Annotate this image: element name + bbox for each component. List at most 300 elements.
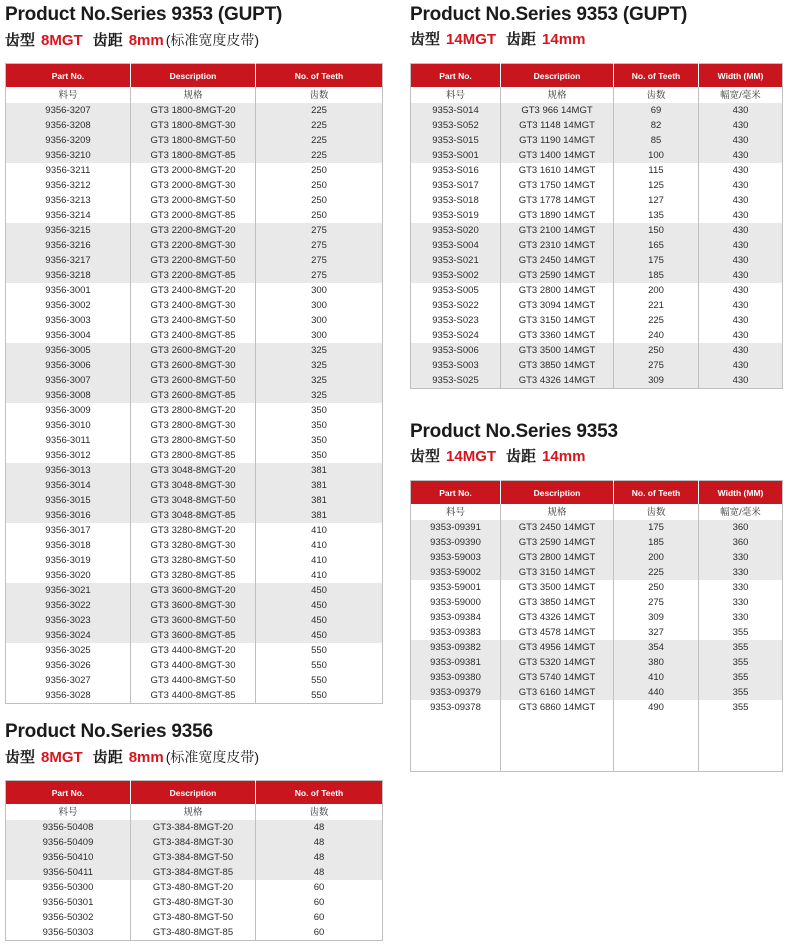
table-cell: 350 xyxy=(256,403,383,418)
table-cell: 430 xyxy=(699,253,783,268)
table-cell: 275 xyxy=(256,238,383,253)
table-cell: GT3 5740 14MGT xyxy=(501,670,614,685)
table-row xyxy=(6,925,383,941)
table-cell: 410 xyxy=(256,523,383,538)
column-subheader: 齿数 xyxy=(614,504,699,520)
table-row xyxy=(6,433,383,448)
table-cell: 9356-3217 xyxy=(6,253,131,268)
table-row xyxy=(6,373,383,388)
table-cell: 9356-3211 xyxy=(45,165,91,176)
table-row xyxy=(411,283,783,298)
table-cell: 9356-3212 xyxy=(45,180,91,191)
column-header: Description xyxy=(131,64,256,88)
table-cell: 9353-09381 xyxy=(411,655,501,670)
table-row xyxy=(411,313,783,328)
table-cell: GT3 2200-8MGT-50 xyxy=(131,253,256,268)
table-cell: 9356-3209 xyxy=(6,133,131,148)
table-cell: GT3 3048-8MGT-20 xyxy=(131,463,256,478)
table-row xyxy=(6,448,383,463)
table-cell: GT3 1800-8MGT-30 xyxy=(131,118,256,133)
column-subheader: 规格 xyxy=(131,804,256,820)
table-row xyxy=(6,658,383,673)
table-cell: 9353-S025 xyxy=(411,373,501,389)
column-subheader: 规格 xyxy=(131,87,256,103)
table-cell: 9356-3004 xyxy=(45,330,91,341)
profile-label: 齿型 xyxy=(5,32,36,49)
table-row xyxy=(411,298,783,313)
table-row xyxy=(411,238,783,253)
table-cell: 330 xyxy=(699,565,783,580)
width-note: (标准宽度皮带) xyxy=(165,749,260,765)
table-cell: GT3 2000-8MGT-20 xyxy=(131,163,256,178)
table-cell: 9353-S006 xyxy=(411,343,501,358)
table-cell: 48 xyxy=(256,835,383,850)
table-cell: 9356-3014 xyxy=(6,478,131,493)
table-cell: 135 xyxy=(614,208,699,223)
table-row xyxy=(6,133,383,148)
table-cell: GT3 4400-8MGT-30 xyxy=(131,658,256,673)
table-cell: 9353-59001 xyxy=(430,582,481,593)
table-cell: 430 xyxy=(699,208,783,223)
table-cell: GT3 2200-8MGT-30 xyxy=(131,238,256,253)
table-row xyxy=(6,328,383,343)
column-subheader: 幅宽/毫米 xyxy=(699,87,783,103)
table-cell: 225 xyxy=(256,103,383,118)
table-cell: GT3 2000-8MGT-85 xyxy=(131,208,256,223)
table-cell: GT3 2600-8MGT-85 xyxy=(131,388,256,403)
table-cell: 225 xyxy=(256,148,383,163)
table-cell: 150 xyxy=(614,223,699,238)
table-cell: GT3 3048-8MGT-30 xyxy=(131,478,256,493)
table-cell: 185 xyxy=(614,268,699,283)
table-cell: 100 xyxy=(614,148,699,163)
column-header: Part No. xyxy=(6,781,131,805)
table-cell: 330 xyxy=(699,595,783,610)
table-row xyxy=(6,508,383,523)
table-cell: 9356-3011 xyxy=(45,435,91,446)
section-series-9353-gupt-8mgt xyxy=(5,4,382,701)
table-row xyxy=(6,850,383,865)
table-cell: 355 xyxy=(699,625,783,640)
section-subtitle xyxy=(5,747,382,768)
table-cell: 9356-3019 xyxy=(45,555,91,566)
table-cell: GT3 4400-8MGT-50 xyxy=(131,673,256,688)
table-cell: GT3-480-8MGT-20 xyxy=(131,880,256,895)
table-cell: 490 xyxy=(614,700,699,715)
table-cell: GT3 4400-8MGT-85 xyxy=(131,688,256,704)
column-subheader: 料号 xyxy=(58,89,78,101)
table-cell: 225 xyxy=(256,133,383,148)
table-cell: 410 xyxy=(256,553,383,568)
pitch-label: 齿距 xyxy=(506,31,537,48)
table-cell: 9353-09384 xyxy=(430,612,481,623)
table-cell: 250 xyxy=(614,343,699,358)
table-row xyxy=(411,550,783,565)
table-cell: GT3 2800-8MGT-85 xyxy=(131,448,256,463)
table-row xyxy=(411,223,783,238)
column-header: Description xyxy=(501,64,614,88)
table-cell: 48 xyxy=(256,850,383,865)
section-series-9356-8mgt xyxy=(5,721,382,938)
table-cell: 175 xyxy=(614,253,699,268)
table-row xyxy=(6,178,383,193)
table-cell: 300 xyxy=(256,313,383,328)
column-header: No. of Teeth xyxy=(256,64,383,88)
table-cell: 175 xyxy=(614,520,699,535)
section-subtitle xyxy=(410,30,782,50)
table-cell: 325 xyxy=(256,343,383,358)
table-cell: 430 xyxy=(699,343,783,358)
table-cell: 9356-3007 xyxy=(6,373,131,388)
table-row xyxy=(6,910,383,925)
table-cell: GT3 1800-8MGT-20 xyxy=(131,103,256,118)
table-cell: 9356-3024 xyxy=(6,628,131,643)
table-cell: 9356-3025 xyxy=(45,645,91,656)
table-cell: 9356-3023 xyxy=(6,613,131,628)
table-cell: 9353-09391 xyxy=(411,520,501,535)
table-cell: 115 xyxy=(614,163,699,178)
table-cell: GT3 2310 14MGT xyxy=(501,238,614,253)
table-cell: 275 xyxy=(614,358,699,373)
table-cell: GT3 1190 14MGT xyxy=(501,133,614,148)
table-cell: 430 xyxy=(699,163,783,178)
table-cell: 381 xyxy=(256,508,383,523)
table-cell: 9356-3013 xyxy=(6,463,131,478)
table-cell: GT3-384-8MGT-85 xyxy=(131,865,256,880)
table-cell: 9356-3006 xyxy=(6,358,131,373)
table-cell: 550 xyxy=(256,643,383,658)
table-cell: 430 xyxy=(699,328,783,343)
table-cell: 300 xyxy=(256,283,383,298)
table-row xyxy=(6,238,383,253)
table-row xyxy=(6,493,383,508)
table-cell: 355 xyxy=(699,655,783,670)
table-cell: GT3 2600-8MGT-30 xyxy=(131,358,256,373)
table-cell: GT3 3048-8MGT-50 xyxy=(131,493,256,508)
profile-label: 齿型 xyxy=(5,749,36,766)
section-title: Product No.Series 9353 (GUPT) xyxy=(5,4,283,25)
column-header: No. of Teeth xyxy=(256,781,383,805)
table-cell: 350 xyxy=(256,418,383,433)
table-cell: 430 xyxy=(699,313,783,328)
table-cell: 410 xyxy=(256,568,383,583)
table-cell: 9356-50410 xyxy=(6,850,131,865)
table-cell: 430 xyxy=(699,178,783,193)
table-row xyxy=(6,223,383,238)
table-cell: GT3 3360 14MGT xyxy=(501,328,614,343)
column-subheader: 料号 xyxy=(445,506,465,518)
table-cell: 355 xyxy=(699,670,783,685)
table-row xyxy=(6,598,383,613)
table-row xyxy=(411,535,783,550)
table-row xyxy=(411,655,783,670)
table-row xyxy=(411,685,783,700)
table-cell: 9353-S017 xyxy=(432,180,479,191)
table-row xyxy=(6,538,383,553)
profile-value: 8MGT xyxy=(41,32,83,49)
table-row xyxy=(411,640,783,655)
table-cell: GT3 1750 14MGT xyxy=(501,178,614,193)
table-header-row xyxy=(6,64,383,88)
table-row xyxy=(6,418,383,433)
table-cell: 355 xyxy=(699,685,783,700)
table-cell: GT3 2800 14MGT xyxy=(501,550,614,565)
table-cell: 275 xyxy=(256,223,383,238)
table-row xyxy=(411,520,783,535)
table-cell: 9353-S023 xyxy=(432,315,479,326)
column-header: Part No. xyxy=(411,64,501,88)
table-cell: 9356-3002 xyxy=(45,300,91,311)
table-cell: 325 xyxy=(256,358,383,373)
table-cell: 250 xyxy=(256,208,383,223)
table-row xyxy=(411,208,783,223)
table-cell: GT3 6160 14MGT xyxy=(501,685,614,700)
table-cell: GT3-384-8MGT-30 xyxy=(131,835,256,850)
table-cell: GT3 2400-8MGT-50 xyxy=(131,313,256,328)
parts-table xyxy=(410,63,783,389)
table-cell: GT3 3500 14MGT xyxy=(501,580,614,595)
table-row xyxy=(411,358,783,373)
table-cell: 327 xyxy=(614,625,699,640)
table-cell: 60 xyxy=(256,925,383,941)
table-row xyxy=(6,820,383,835)
table-cell: 240 xyxy=(614,328,699,343)
table-cell: 9356-3213 xyxy=(45,195,91,206)
table-cell: 410 xyxy=(614,670,699,685)
table-row xyxy=(6,313,383,328)
table-cell: GT3 3280-8MGT-50 xyxy=(131,553,256,568)
table-cell: 9356-3018 xyxy=(45,540,91,551)
table-cell: 450 xyxy=(256,598,383,613)
table-cell: 85 xyxy=(614,133,699,148)
table-cell: 300 xyxy=(256,298,383,313)
section-subtitle xyxy=(5,30,382,51)
table-cell: 355 xyxy=(699,700,783,715)
table-cell: 9353-S015 xyxy=(411,133,501,148)
table-cell: 350 xyxy=(256,448,383,463)
table-cell: 430 xyxy=(699,358,783,373)
table-row xyxy=(6,343,383,358)
table-cell: GT3 3600-8MGT-85 xyxy=(131,628,256,643)
table-cell: GT3 2400-8MGT-85 xyxy=(131,328,256,343)
table-row xyxy=(411,118,783,133)
table-cell: 125 xyxy=(614,178,699,193)
column-subheader: 规格 xyxy=(501,87,614,103)
table-cell: GT3 1800-8MGT-50 xyxy=(131,133,256,148)
table-cell: 9356-50300 xyxy=(42,882,94,893)
table-row xyxy=(6,148,383,163)
table-cell: 9356-3022 xyxy=(6,598,131,613)
table-cell: 300 xyxy=(256,328,383,343)
table-cell: 9353-S001 xyxy=(411,148,501,163)
table-cell: 9353-S021 xyxy=(411,253,501,268)
table-row xyxy=(411,373,783,389)
table-cell: 9356-3215 xyxy=(6,223,131,238)
table-cell-empty xyxy=(501,715,614,772)
table-cell: 225 xyxy=(614,565,699,580)
table-cell: 9353-S022 xyxy=(432,300,479,311)
table-cell-empty xyxy=(699,715,783,772)
table-cell: 430 xyxy=(699,298,783,313)
table-empty-row xyxy=(411,715,783,772)
table-row xyxy=(6,403,383,418)
table-cell: 275 xyxy=(256,253,383,268)
table-cell: 350 xyxy=(256,433,383,448)
table-cell: 9356-3208 xyxy=(6,118,131,133)
table-cell: 9353-S020 xyxy=(411,223,501,238)
table-row xyxy=(6,193,383,208)
table-row xyxy=(411,625,783,640)
table-cell: 430 xyxy=(699,148,783,163)
table-row xyxy=(6,613,383,628)
table-row xyxy=(6,478,383,493)
table-cell: 9356-50302 xyxy=(42,912,94,923)
table-cell: GT3 2400-8MGT-30 xyxy=(131,298,256,313)
table-cell: GT3 4400-8MGT-20 xyxy=(131,643,256,658)
table-cell: GT3 2400-8MGT-20 xyxy=(131,283,256,298)
table-cell: 9353-S003 xyxy=(411,358,501,373)
table-cell: GT3 1148 14MGT xyxy=(501,118,614,133)
table-cell: 9353-S016 xyxy=(432,165,479,176)
table-row xyxy=(411,595,783,610)
table-cell: GT3-384-8MGT-50 xyxy=(131,850,256,865)
table-cell: GT3 2800-8MGT-20 xyxy=(131,403,256,418)
table-cell: 9356-3021 xyxy=(6,583,131,598)
table-cell: GT3 2450 14MGT xyxy=(501,253,614,268)
table-cell: 250 xyxy=(256,178,383,193)
column-header: Part No. xyxy=(6,64,131,88)
table-row xyxy=(6,523,383,538)
table-cell: 221 xyxy=(614,298,699,313)
table-cell: 9353-S004 xyxy=(411,238,501,253)
table-cell: 9356-50301 xyxy=(42,897,94,908)
table-cell: 9353-59002 xyxy=(411,565,501,580)
table-header-row xyxy=(411,64,783,88)
table-row xyxy=(411,328,783,343)
table-cell: GT3 3150 14MGT xyxy=(501,565,614,580)
table-cell: 381 xyxy=(256,478,383,493)
table-cell: GT3 6860 14MGT xyxy=(501,700,614,715)
table-row xyxy=(6,208,383,223)
table-cell: GT3 2800 14MGT xyxy=(501,283,614,298)
column-header: No. of Teeth xyxy=(614,481,699,505)
table-row xyxy=(6,880,383,895)
table-cell: GT3 1610 14MGT xyxy=(501,163,614,178)
table-cell: GT3-480-8MGT-30 xyxy=(131,895,256,910)
table-cell: 9353-59000 xyxy=(430,597,481,608)
table-cell: 430 xyxy=(699,268,783,283)
table-header-row xyxy=(6,781,383,805)
column-subheader: 料号 xyxy=(445,89,465,101)
table-cell: 9356-3207 xyxy=(6,103,131,118)
table-cell: 325 xyxy=(256,388,383,403)
column-subheader: 幅宽/毫米 xyxy=(699,504,783,520)
profile-value: 8MGT xyxy=(41,749,83,766)
table-cell: GT3 3850 14MGT xyxy=(501,358,614,373)
table-cell: 9353-S019 xyxy=(432,210,479,221)
table-cell: 380 xyxy=(614,655,699,670)
table-cell: 9356-3026 xyxy=(45,660,91,671)
table-cell: GT3 966 14MGT xyxy=(501,103,614,118)
table-cell: GT3 2600-8MGT-50 xyxy=(131,373,256,388)
table-row xyxy=(411,268,783,283)
table-cell: 9356-3020 xyxy=(45,570,91,581)
table-cell: 325 xyxy=(256,373,383,388)
column-header: Width (MM) xyxy=(699,481,783,505)
table-cell: 275 xyxy=(614,595,699,610)
table-row xyxy=(6,643,383,658)
table-cell: GT3 4326 14MGT xyxy=(501,373,614,389)
table-row xyxy=(411,133,783,148)
table-row xyxy=(6,253,383,268)
section-title: Product No.Series 9353 xyxy=(410,421,618,442)
table-cell: 9353-09390 xyxy=(411,535,501,550)
table-cell: GT3 2590 14MGT xyxy=(501,268,614,283)
table-cell: 9356-3027 xyxy=(45,675,91,686)
pitch-label: 齿距 xyxy=(92,32,123,49)
pitch-value: 8mm xyxy=(128,749,164,766)
table-cell: GT3 2100 14MGT xyxy=(501,223,614,238)
table-row xyxy=(6,583,383,598)
section-series-9353-gupt-14mgt xyxy=(410,4,782,386)
pitch-value: 14mm xyxy=(542,448,586,465)
table-cell: 9356-3016 xyxy=(6,508,131,523)
table-row xyxy=(411,700,783,715)
pitch-value: 8mm xyxy=(128,32,164,49)
table-cell: GT3 3150 14MGT xyxy=(501,313,614,328)
table-row xyxy=(6,673,383,688)
pitch-value: 14mm xyxy=(542,31,586,48)
pitch-label: 齿距 xyxy=(506,448,537,465)
table-row xyxy=(6,835,383,850)
table-cell: 9356-50411 xyxy=(6,865,131,880)
table-row xyxy=(6,553,383,568)
table-cell: 9353-59003 xyxy=(411,550,501,565)
column-subheader: 料号 xyxy=(58,806,78,818)
table-row xyxy=(411,193,783,208)
table-cell: 9353-S024 xyxy=(432,330,479,341)
table-cell: 355 xyxy=(699,640,783,655)
table-cell: GT3 2200-8MGT-85 xyxy=(131,268,256,283)
column-subheader: 齿数 xyxy=(614,87,699,103)
table-cell: 430 xyxy=(699,223,783,238)
table-cell: 9356-50409 xyxy=(6,835,131,850)
table-cell: 450 xyxy=(256,628,383,643)
table-cell: 309 xyxy=(614,610,699,625)
table-cell: 250 xyxy=(256,193,383,208)
table-cell: GT3 3280-8MGT-20 xyxy=(131,523,256,538)
table-row xyxy=(411,343,783,358)
table-row xyxy=(6,568,383,583)
table-row xyxy=(411,163,783,178)
table-cell: GT3 4326 14MGT xyxy=(501,610,614,625)
table-cell: 430 xyxy=(699,238,783,253)
table-cell: GT3-384-8MGT-20 xyxy=(131,820,256,835)
table-cell: 330 xyxy=(699,610,783,625)
table-cell: GT3 2800-8MGT-50 xyxy=(131,433,256,448)
table-cell: 354 xyxy=(614,640,699,655)
parts-table xyxy=(5,63,383,704)
table-cell: 9356-3218 xyxy=(6,268,131,283)
table-cell: 450 xyxy=(256,583,383,598)
table-cell: 9356-3010 xyxy=(45,420,91,431)
table-row xyxy=(411,103,783,118)
table-cell: GT3 2000-8MGT-30 xyxy=(131,178,256,193)
table-row xyxy=(411,148,783,163)
table-row xyxy=(6,103,383,118)
table-cell: 82 xyxy=(614,118,699,133)
table-cell: GT3 3094 14MGT xyxy=(501,298,614,313)
